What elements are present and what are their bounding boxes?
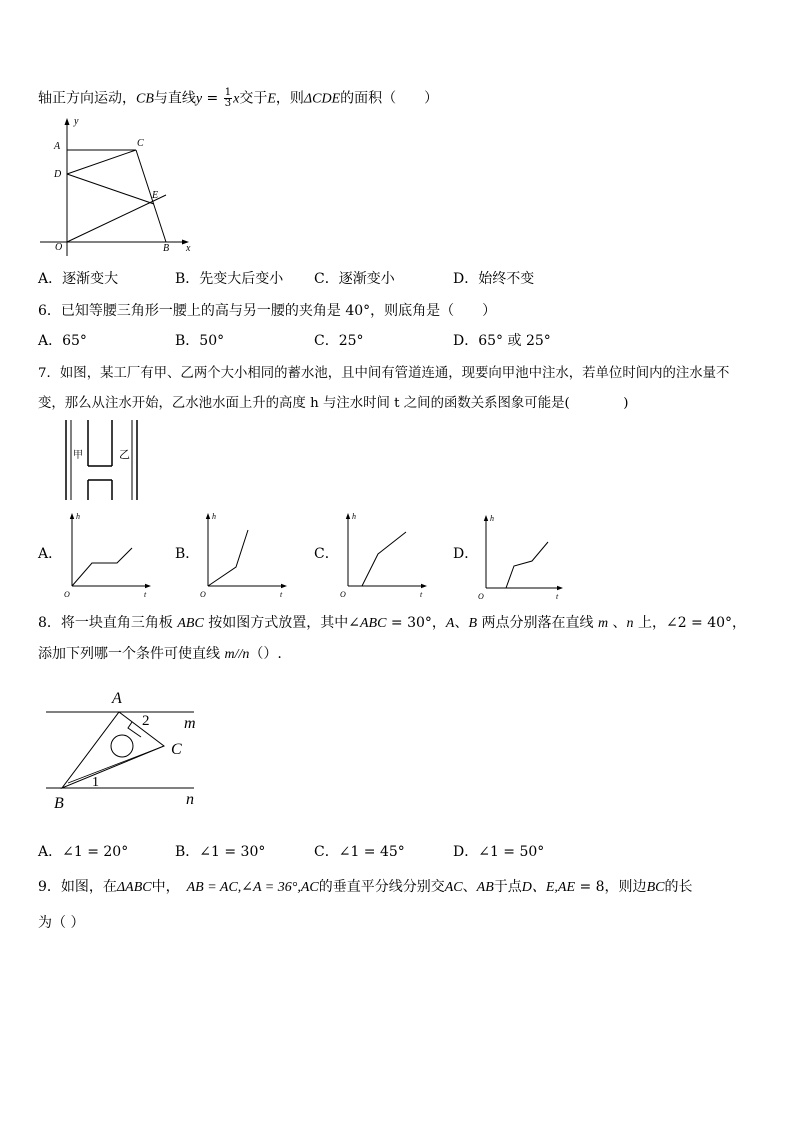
label-o: O: [64, 590, 70, 599]
label-h: h: [490, 514, 494, 523]
q9-stem-text: = 8，则边: [575, 879, 647, 895]
eq-sign: =: [202, 90, 223, 107]
label-a: A: [112, 690, 122, 707]
label-h: h: [212, 512, 216, 521]
q9-stem-text: 的垂直平分线分别交: [318, 879, 445, 895]
label-o: O: [478, 592, 484, 601]
q7-stem-line1: 7．如图，某工厂有甲、乙两个大小相同的蓄水池，且中间有管道连通，现要向甲池中注水，若单位时间内的注水量不: [38, 366, 730, 381]
q9-condition: AB = AC,∠A = 36°,AC: [186, 880, 319, 895]
q7-tank-figure: [64, 420, 140, 502]
q9-stem-line1: [38, 878, 692, 897]
label-x: x: [186, 243, 191, 254]
q5-option-b: B．先变大后变小: [175, 271, 284, 287]
label-angle-1: 1: [92, 775, 99, 790]
label-yi: 乙: [119, 449, 130, 461]
label-o: O: [340, 590, 346, 599]
q9-stem-text: 中，: [151, 879, 187, 895]
q5-stem-text: ，则: [275, 90, 304, 107]
q6-option-b: B．50°: [175, 333, 225, 349]
q9-stem-text: 于点: [493, 879, 522, 895]
label-t: t: [420, 590, 423, 599]
q7-graph-d: [474, 510, 574, 602]
q8-stem-line2: [38, 645, 282, 664]
q7-option-a-letter: A．: [38, 546, 63, 562]
label-n: n: [186, 791, 194, 808]
q8-stem-text: 上，∠2 = 40°，: [633, 615, 747, 631]
point-b: B: [468, 616, 478, 631]
q7-graph-a: [60, 508, 160, 600]
q8-stem-text: 两点分别落在直线: [477, 615, 598, 631]
q8-option-a: A．∠1 = 20°: [38, 844, 129, 860]
point-a: A: [445, 616, 455, 631]
label-m: m: [184, 715, 196, 732]
triangle-cde: ΔCDE: [303, 91, 341, 107]
eq-y: y: [195, 91, 203, 107]
q8-option-c: C．∠1 = 45°: [314, 844, 405, 860]
points-d-e: D、E,AE: [521, 880, 576, 895]
label-b: B: [54, 795, 64, 812]
q5-stem-text: 的面积（ ）: [340, 90, 439, 107]
q5-stem: [38, 88, 438, 109]
label-jia: 甲: [73, 450, 83, 461]
q8-stem-text: = 30°，: [386, 615, 446, 631]
parallel-mn: m//n: [224, 647, 250, 662]
q7-stem-line2: 变，那么从注水开始，乙水池水面上升的高度 h 与注水时间 t 之间的函数关系图象可能是( ): [38, 396, 629, 411]
label-h: h: [76, 512, 80, 521]
label-c: C: [171, 741, 182, 758]
q5-option-d: D．始终不变: [453, 271, 535, 287]
label-y: y: [74, 116, 79, 127]
q8-stem-text: 、: [454, 615, 469, 631]
label-o: O: [55, 242, 63, 253]
q9-stem-text: 、: [462, 879, 477, 895]
q7-option-d-letter: D．: [453, 546, 479, 562]
eq-x: x: [233, 91, 240, 107]
q9-stem-text: 9．如图，在: [38, 879, 117, 895]
line-n: n: [626, 616, 634, 631]
side-bc: BC: [646, 880, 665, 895]
q5-stem-text: 交于: [239, 90, 268, 107]
q6-option-a: A．65°: [38, 333, 87, 349]
line-m: m: [597, 616, 609, 631]
segment-cb: CB: [136, 91, 154, 107]
triangle-abc: ABC: [177, 616, 204, 631]
q6-option-d: D．65° 或 25°: [453, 333, 551, 349]
q8-stem-text: 8．将一块直角三角板: [38, 615, 178, 631]
q5-option-a: A．逐渐变大: [38, 271, 119, 287]
fraction-numerator: 1: [224, 87, 232, 98]
side-ac: AC: [444, 880, 463, 895]
q8-stem-text: 、: [608, 615, 627, 631]
q5-stem-text: 与直线: [153, 90, 196, 107]
q9-stem-text: 的长: [664, 879, 693, 895]
label-e: E: [152, 190, 159, 201]
q8-option-d: D．∠1 = 50°: [453, 844, 545, 860]
label-t: t: [556, 592, 559, 601]
q8-stem-text: （）.: [249, 646, 282, 662]
q5-coordinate-figure: [36, 114, 206, 258]
q5-option-c: C．逐渐变小: [314, 271, 395, 287]
label-h: h: [352, 512, 356, 521]
label-b: B: [163, 243, 170, 254]
triangle-abc: ΔABC: [116, 880, 152, 895]
fraction-one-third: [224, 88, 232, 109]
label-c: C: [137, 138, 144, 149]
q7-graph-b: [196, 508, 296, 600]
q6-stem: 6．已知等腰三角形一腰上的高与另一腰的夹角是 40°，则底角是（ ）: [38, 303, 497, 319]
q8-stem-text: 添加下列哪一个条件可使直线: [38, 646, 225, 662]
q8-option-b: B．∠1 = 30°: [175, 844, 266, 860]
side-ab: AB: [476, 880, 494, 895]
q5-stem-text: 轴正方向运动，: [38, 90, 136, 107]
label-o: O: [200, 590, 206, 599]
label-a: A: [54, 141, 61, 152]
q9-stem-line2: 为（ ）: [38, 915, 85, 931]
label-t: t: [280, 590, 283, 599]
label-angle-2: 2: [142, 713, 150, 729]
label-d: D: [54, 169, 62, 180]
q6-option-c: C．25°: [314, 333, 364, 349]
angle-abc: ABC: [360, 616, 387, 631]
q7-option-c-letter: C．: [314, 546, 339, 562]
label-t: t: [144, 590, 147, 599]
fraction-denominator: 3: [224, 98, 232, 109]
q8-stem-text: 按如图方式放置，其中∠: [203, 615, 360, 631]
q7-graph-c: [336, 508, 436, 600]
q8-stem-line1: [38, 614, 746, 633]
q7-option-b-letter: B．: [175, 546, 200, 562]
point-e: E: [267, 91, 276, 107]
q8-triangle-figure: [44, 686, 214, 816]
